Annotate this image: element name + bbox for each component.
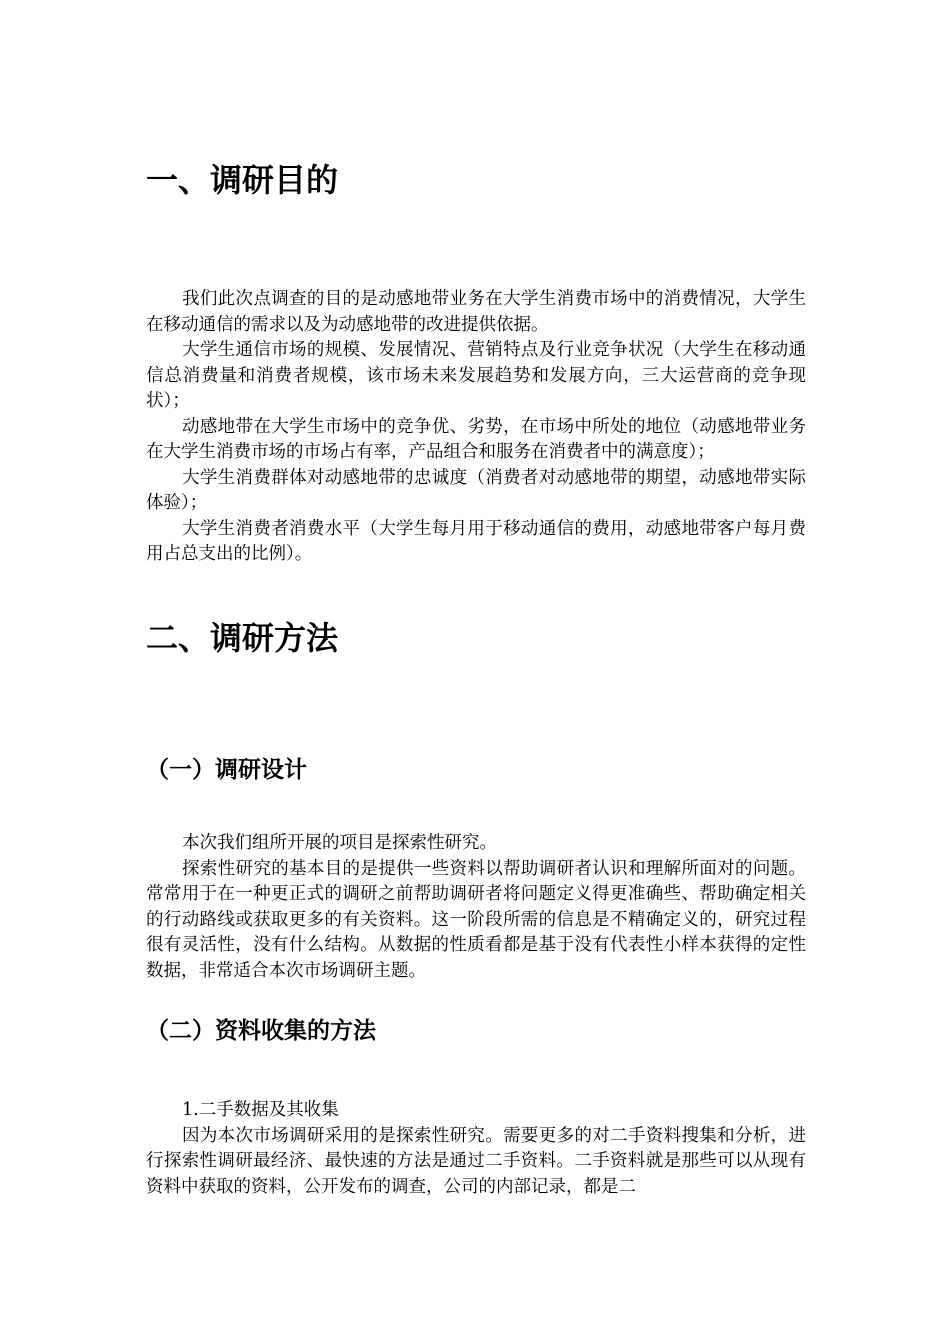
paragraph: 1.二手数据及其收集	[182, 1100, 339, 1120]
section1-heading: 一、调研目的	[146, 161, 339, 199]
paragraph: 大学生消费群体对动感地带的忠诚度（消费者对动感地带的期望，动感地带实际体验）；	[146, 467, 806, 513]
paragraph: 我们此次点调查的目的是动感地带业务在大学生消费市场中的消费情况，大学生在移动通信的需求以及为动感地带的改进提供依据。	[146, 289, 806, 335]
paragraph: 本次我们组所开展的项目是探索性研究。	[182, 833, 497, 853]
paragraph: 大学生消费者消费水平（大学生每月用于移动通信的费用，动感地带客户每月费用占总支出的比例）。	[146, 518, 806, 564]
paragraph: 大学生通信市场的规模、发展情况、营销特点及行业竞争状况（大学生在移动通信总消费量和消费者规模，该市场未来发展趋势和发展方向，三大运营商的竞争现状）；	[146, 340, 806, 411]
paragraph: 因为本次市场调研采用的是探索性研究。需要更多的对二手资料搜集和分析，进行探索性调研最经济、最快速的方法是通过二手资料。二手资料就是那些可以从现有资料中获取的资料，公开发布的调查，公司的内部记录，都是二	[146, 1125, 806, 1197]
subsection1-body	[146, 831, 806, 984]
paragraph: 动感地带在大学生市场中的竞争优、劣势，在市场中所处的地位（动感地带业务在大学生消费市场的市场占有率，产品组合和服务在消费者中的满意度）；	[146, 416, 806, 462]
paragraph: 探索性研究的基本目的是提供一些资料以帮助调研者认识和理解所面对的问题。常常用于在一种更正式的调研之前帮助调研者将问题定义得更准确些、帮助确定相关的行动路线或获取更多的有关资料。这一阶段所需的信息是不精确定义的，研究过程很有灵活性，没有什么结构。从数据的性质看都是基于没有代表性小样本获得的定性数据，非常适合本次市场调研主题。	[146, 858, 806, 981]
subsection2-body	[146, 1098, 806, 1200]
section1-body	[146, 287, 806, 568]
subsection2-heading: （二）资料收集的方法	[146, 1018, 376, 1044]
section2-heading: 二、调研方法	[146, 619, 339, 657]
subsection1-heading: （一）调研设计	[146, 757, 307, 783]
